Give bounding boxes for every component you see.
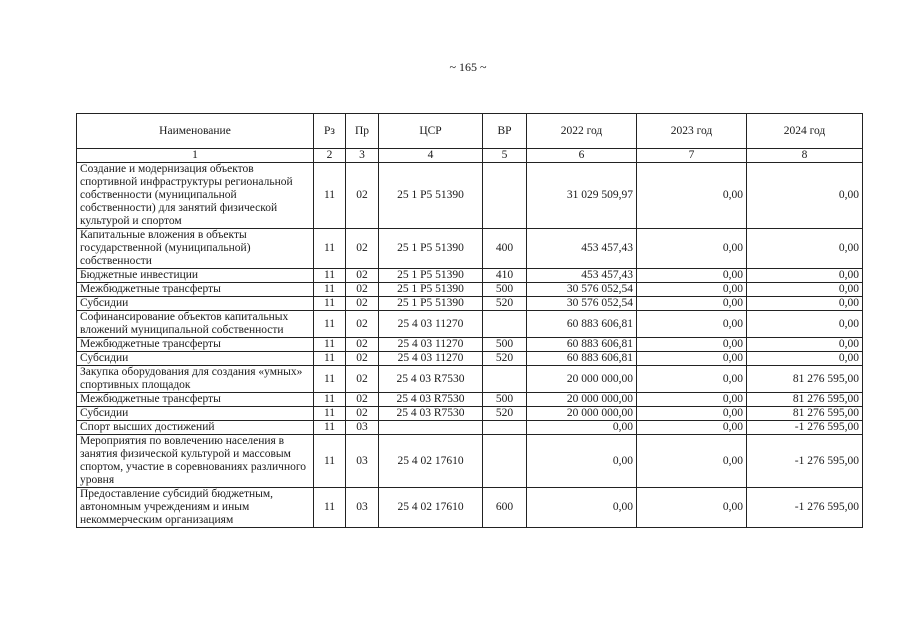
cell-name: Субсидии [77, 352, 314, 366]
cell-2024: 81 276 595,00 [747, 407, 863, 421]
cell-2024: 81 276 595,00 [747, 393, 863, 407]
cell-2024: 81 276 595,00 [747, 366, 863, 393]
cell-2023: 0,00 [637, 229, 747, 269]
cell-2023: 0,00 [637, 488, 747, 528]
cell-vr: 400 [483, 229, 527, 269]
cell-2022: 0,00 [527, 488, 637, 528]
table-row [77, 435, 863, 488]
cell-csr: 25 1 Р5 51390 [379, 163, 483, 229]
cell-2022: 453 457,43 [527, 229, 637, 269]
cell-csr: 25 4 02 17610 [379, 435, 483, 488]
cell-2024: 0,00 [747, 229, 863, 269]
header-vr: ВР [483, 114, 527, 149]
cell-2023: 0,00 [637, 407, 747, 421]
cell-name: Субсидии [77, 297, 314, 311]
cell-2023: 0,00 [637, 366, 747, 393]
cell-vr: 410 [483, 269, 527, 283]
cell-pr: 02 [346, 269, 379, 283]
header-name: Наименование [77, 114, 314, 149]
cell-csr: 25 4 03 11270 [379, 311, 483, 338]
cell-vr: 500 [483, 283, 527, 297]
cell-2022: 20 000 000,00 [527, 366, 637, 393]
cell-vr: 500 [483, 393, 527, 407]
cell-vr: 520 [483, 407, 527, 421]
cell-csr: 25 4 03 11270 [379, 338, 483, 352]
cell-2023: 0,00 [637, 435, 747, 488]
cell-2023: 0,00 [637, 311, 747, 338]
cell-name: Мероприятия по вовлечению населения в занятия физической культурой и массовым спортом, участие в соревнованиях различного уровня [77, 435, 314, 488]
cell-rz: 11 [314, 283, 346, 297]
cell-vr: 520 [483, 352, 527, 366]
cell-vr: 520 [483, 297, 527, 311]
cell-vr [483, 163, 527, 229]
header-2023: 2023 год [637, 114, 747, 149]
cell-name: Софинансирование объектов капитальных вложений муниципальной собственности [77, 311, 314, 338]
cell-csr: 25 4 03 R7530 [379, 407, 483, 421]
cell-csr: 25 4 03 R7530 [379, 393, 483, 407]
cell-rz: 11 [314, 407, 346, 421]
column-number: 1 [77, 149, 314, 163]
cell-pr: 03 [346, 435, 379, 488]
column-number: 5 [483, 149, 527, 163]
cell-2024: 0,00 [747, 338, 863, 352]
cell-2024: 0,00 [747, 352, 863, 366]
cell-pr: 02 [346, 407, 379, 421]
table-row [77, 421, 863, 435]
cell-name: Субсидии [77, 407, 314, 421]
column-number: 2 [314, 149, 346, 163]
column-number: 4 [379, 149, 483, 163]
cell-pr: 02 [346, 297, 379, 311]
cell-name: Межбюджетные трансферты [77, 283, 314, 297]
cell-2022: 0,00 [527, 421, 637, 435]
cell-2023: 0,00 [637, 352, 747, 366]
table-row [77, 311, 863, 338]
cell-name: Бюджетные инвестиции [77, 269, 314, 283]
cell-pr: 03 [346, 488, 379, 528]
column-number: 6 [527, 149, 637, 163]
cell-name: Спорт высших достижений [77, 421, 314, 435]
cell-2022: 453 457,43 [527, 269, 637, 283]
cell-csr: 25 4 03 R7530 [379, 366, 483, 393]
cell-2022: 20 000 000,00 [527, 393, 637, 407]
header-2024: 2024 год [747, 114, 863, 149]
cell-name: Межбюджетные трансферты [77, 338, 314, 352]
cell-csr: 25 1 Р5 51390 [379, 269, 483, 283]
cell-2023: 0,00 [637, 421, 747, 435]
cell-2024: -1 276 595,00 [747, 488, 863, 528]
table-row [77, 338, 863, 352]
cell-rz: 11 [314, 435, 346, 488]
cell-2024: 0,00 [747, 311, 863, 338]
cell-name: Создание и модернизация объектов спортивной инфраструктуры региональной собственности (муниципальной собственности) для занятий физической культурой и спортом [77, 163, 314, 229]
cell-2022: 60 883 606,81 [527, 311, 637, 338]
cell-pr: 02 [346, 163, 379, 229]
cell-rz: 11 [314, 421, 346, 435]
cell-name: Межбюджетные трансферты [77, 393, 314, 407]
table-row [77, 352, 863, 366]
cell-rz: 11 [314, 338, 346, 352]
cell-rz: 11 [314, 488, 346, 528]
page-number: ~ 165 ~ [449, 60, 487, 74]
cell-2022: 20 000 000,00 [527, 407, 637, 421]
cell-vr [483, 435, 527, 488]
column-numbers-row [77, 149, 863, 163]
cell-csr: 25 4 03 11270 [379, 352, 483, 366]
cell-vr [483, 421, 527, 435]
cell-2024: 0,00 [747, 283, 863, 297]
cell-2022: 30 576 052,54 [527, 297, 637, 311]
header-pr: Пр [346, 114, 379, 149]
cell-name: Предоставление субсидий бюджетным, автономным учреждениям и иным некоммерческим организациям [77, 488, 314, 528]
cell-vr [483, 366, 527, 393]
cell-pr: 03 [346, 421, 379, 435]
cell-2024: -1 276 595,00 [747, 435, 863, 488]
cell-vr: 500 [483, 338, 527, 352]
cell-2022: 60 883 606,81 [527, 352, 637, 366]
table-row [77, 366, 863, 393]
table-row [77, 297, 863, 311]
cell-2023: 0,00 [637, 297, 747, 311]
cell-rz: 11 [314, 352, 346, 366]
cell-name: Закупка оборудования для создания «умных» спортивных площадок [77, 366, 314, 393]
cell-rz: 11 [314, 163, 346, 229]
table-row [77, 269, 863, 283]
cell-2024: -1 276 595,00 [747, 421, 863, 435]
cell-2023: 0,00 [637, 283, 747, 297]
cell-rz: 11 [314, 311, 346, 338]
cell-rz: 11 [314, 366, 346, 393]
cell-pr: 02 [346, 311, 379, 338]
column-number: 7 [637, 149, 747, 163]
header-csr: ЦСР [379, 114, 483, 149]
cell-csr: 25 1 Р5 51390 [379, 229, 483, 269]
cell-pr: 02 [346, 393, 379, 407]
cell-rz: 11 [314, 229, 346, 269]
cell-2022: 31 029 509,97 [527, 163, 637, 229]
cell-2023: 0,00 [637, 393, 747, 407]
table-row [77, 393, 863, 407]
cell-2024: 0,00 [747, 163, 863, 229]
cell-2024: 0,00 [747, 269, 863, 283]
cell-pr: 02 [346, 283, 379, 297]
column-number: 8 [747, 149, 863, 163]
cell-pr: 02 [346, 338, 379, 352]
cell-rz: 11 [314, 393, 346, 407]
header-2022: 2022 год [527, 114, 637, 149]
cell-csr: 25 4 02 17610 [379, 488, 483, 528]
cell-2023: 0,00 [637, 269, 747, 283]
cell-rz: 11 [314, 297, 346, 311]
cell-csr: 25 1 Р5 51390 [379, 297, 483, 311]
table-row [77, 488, 863, 528]
budget-table [76, 113, 863, 528]
header-row [77, 114, 863, 149]
cell-vr: 600 [483, 488, 527, 528]
cell-2022: 0,00 [527, 435, 637, 488]
cell-2023: 0,00 [637, 338, 747, 352]
cell-vr [483, 311, 527, 338]
header-rz: Рз [314, 114, 346, 149]
cell-csr [379, 421, 483, 435]
cell-2024: 0,00 [747, 297, 863, 311]
cell-pr: 02 [346, 352, 379, 366]
cell-2023: 0,00 [637, 163, 747, 229]
cell-2022: 30 576 052,54 [527, 283, 637, 297]
cell-pr: 02 [346, 366, 379, 393]
table-row [77, 407, 863, 421]
table-row [77, 163, 863, 229]
cell-pr: 02 [346, 229, 379, 269]
table-row [77, 229, 863, 269]
cell-rz: 11 [314, 269, 346, 283]
cell-2022: 60 883 606,81 [527, 338, 637, 352]
cell-csr: 25 1 Р5 51390 [379, 283, 483, 297]
table-row [77, 283, 863, 297]
cell-name: Капитальные вложения в объекты государственной (муниципальной) собственности [77, 229, 314, 269]
column-number: 3 [346, 149, 379, 163]
